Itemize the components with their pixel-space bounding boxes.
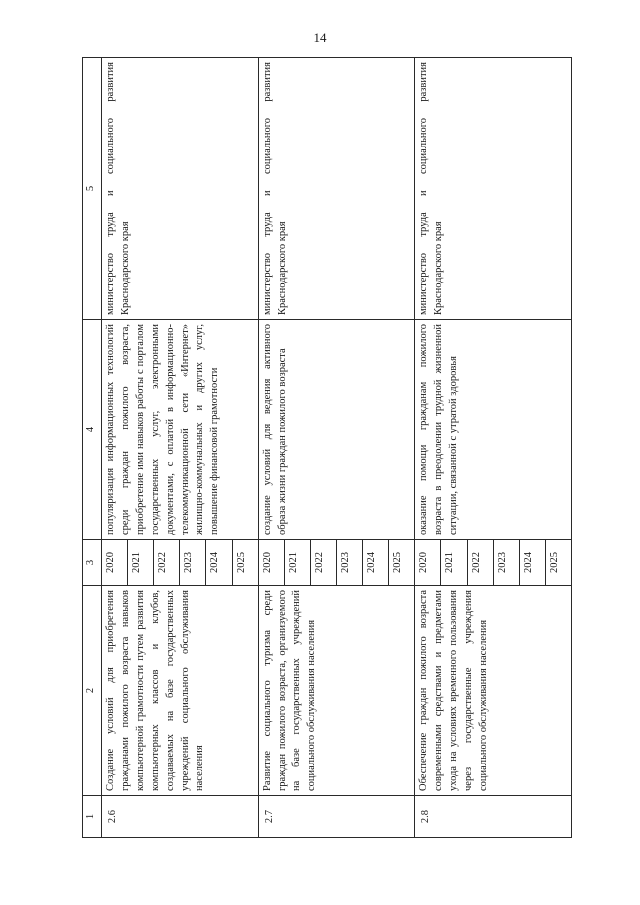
year-cell: 2022	[310, 540, 336, 586]
row-number: 2.8	[415, 796, 572, 838]
measure-title: Создание условий для приобретения гражданами пожилого возраста навыков компьютерной грамотности путем развития компьютерных классов и клубов, создаваемых на базе государственных учреждений социального обслуживания населения	[102, 586, 259, 796]
year-cell: 2024	[206, 540, 232, 586]
header-col-2: 2	[83, 586, 102, 796]
year-cell: 2025	[232, 540, 258, 586]
year-cell: 2024	[363, 540, 389, 586]
row-number: 2.7	[258, 796, 415, 838]
header-col-4: 4	[83, 320, 102, 540]
header-col-1: 1	[83, 796, 102, 838]
year-cell: 2022	[154, 540, 180, 586]
row-number: 2.6	[102, 796, 259, 838]
activity-description: создание условий для ведения активного образа жизни граждан пожилого возраста	[258, 320, 415, 540]
executor: министерство труда и социального развития Краснодарского края	[102, 58, 259, 320]
year-cell: 2024	[519, 540, 545, 586]
measures-table	[82, 57, 572, 838]
table-row	[258, 58, 284, 838]
year-cell: 2025	[389, 540, 415, 586]
rotated-table-frame	[82, 58, 572, 838]
header-col-3: 3	[83, 540, 102, 586]
header-col-5: 5	[83, 58, 102, 320]
measure-title: Обеспечение граждан пожилого возраста современными средствами и предметами ухода на условиях временного пользования через государственные учреждения социального обслуживания населения	[415, 586, 572, 796]
year-cell: 2022	[467, 540, 493, 586]
table-row	[102, 58, 128, 838]
year-cell: 2023	[336, 540, 362, 586]
year-cell: 2020	[102, 540, 128, 586]
executor: министерство труда и социального развития Краснодарского края	[258, 58, 415, 320]
page-number: 14	[313, 30, 327, 45]
activity-description: популяризация информационных технологий среди граждан пожилого возраста, приобретение ими навыков работы с порталом государственных услуг, электронными документами, с оплатой в информационно-телекоммуникационной сети «Интернет» жилищно-коммунальных и других услуг, повышение финансовой грамотности	[102, 320, 259, 540]
year-cell: 2023	[493, 540, 519, 586]
table-container	[82, 58, 572, 838]
year-cell: 2021	[284, 540, 310, 586]
executor: министерство труда и социального развития Краснодарского края	[415, 58, 572, 320]
year-cell: 2021	[441, 540, 467, 586]
year-cell: 2020	[415, 540, 441, 586]
measure-title: Развитие социального туризма среди граждан пожилого возраста, организуемого на базе государственных учреждений социального обслуживания населения	[258, 586, 415, 796]
year-cell: 2023	[180, 540, 206, 586]
table-row	[415, 58, 441, 838]
header-row	[83, 58, 102, 838]
activity-description: оказание помощи гражданам пожилого возраста в преодолении трудной жизненной ситуации, связанной с утратой здоровья	[415, 320, 572, 540]
year-cell: 2020	[258, 540, 284, 586]
year-cell: 2021	[128, 540, 154, 586]
year-cell: 2025	[545, 540, 571, 586]
